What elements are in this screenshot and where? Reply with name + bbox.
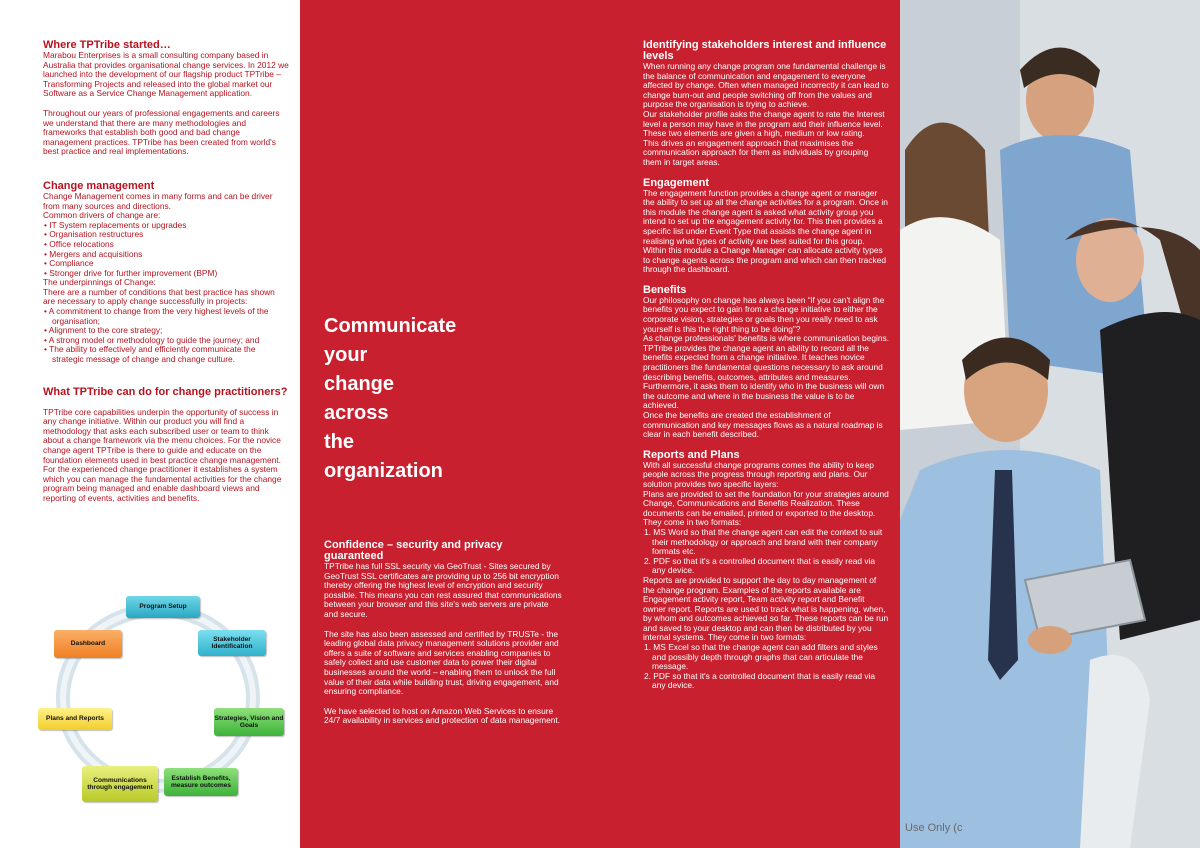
section-title: Benefits — [643, 283, 687, 296]
paragraph: Our philosophy on change has always been “if you can't align the benefits you expect to gain from a change initiative to either the corporate vision, strategies or goals then you really need to ask yourself is this the right thing to be doing”? — [643, 294, 885, 334]
paragraph: Reports are provided to support the day to day management of the change program. Examples of the reports available are Engagement activity report, Team activity report and Benefit owner report. Reports are used to track what is happening, when, by whom and outcomes achieved so far. These reports can be run and saved to your desktop and can then be distributed by you internal systems. They come in two formats: — [643, 574, 889, 643]
diagram-step-program-setup: Program Setup — [126, 596, 200, 618]
paragraph: Change Management comes in many forms and can be driver from many sources and directions. — [43, 190, 273, 211]
paragraph: Once the benefits are created the establishment of communication and key messages flows as a natural roadmap is clear in each benefit described. — [643, 410, 883, 440]
reports-formats-list — [643, 643, 889, 691]
left-panel — [0, 0, 300, 848]
section-title: Reports and Plans — [643, 448, 740, 461]
paragraph: With all successful change programs comes the ability to keep people across the progress through reporting and plans. Our solution provides two specific layers: — [643, 459, 874, 489]
paragraph: Common drivers of change are: — [43, 210, 161, 221]
headline-line: across — [324, 402, 389, 424]
list-item: 2. PDF so that it's a controlled document that is easily read via any device. — [644, 670, 876, 691]
list-item: 1. MS Word so that the change agent can edit the context to suit their methodology or approach and brand with their company formats etc. — [644, 526, 883, 557]
paragraph: This drives an engagement approach that maximises the communication approach for them as individuals by grouping them in target areas. — [643, 137, 869, 167]
headline-line: Communicate — [324, 315, 457, 337]
list-item: 1. MS Excel so that the change agent can add filters and styles and possibly depth through graphs that can articulate the message. — [644, 642, 878, 672]
plans-formats-list — [643, 528, 889, 576]
left-column — [43, 40, 289, 514]
list-item: • Organisation restructures — [43, 230, 289, 240]
headline-line: the — [324, 431, 354, 453]
section-title: Change management — [43, 179, 155, 192]
section-where-started — [43, 40, 289, 157]
list-item: • Compliance — [43, 259, 289, 269]
section-title: Identifying stakeholders interest and influence levels — [643, 39, 887, 62]
section-title: Where TPTribe started… — [43, 39, 171, 51]
paragraph: Marabou Enterprises is a small consulting company based in Australia that provides organisational change services. In 2012 we launched into the development of our flagship product TPTribe – Transforming Projects and released into the global market our Software as a Service Change Management application. — [43, 50, 289, 99]
paragraph: TPTribe core capabilities underpin the opportunity of success in any change initiative. Within our product you will find a methodology that asks each subscribed user or team to think about a change framework via the menu choices. For the novice change agent TPTribe is there to guide and educate on the foundation elements used in best practice change management. For the experienced change practitioner it establishes a system which you can manage the fundamental activities for the change program being managed and enable dashboard views and reporting of events, activities and benefits. — [43, 406, 282, 503]
photo-panel — [900, 0, 1200, 848]
drivers-list — [43, 221, 289, 279]
section-engagement — [643, 178, 889, 275]
diagram-step-dashboard: Dashboard — [54, 630, 122, 658]
headline-line: change — [324, 373, 395, 395]
people-photo — [900, 0, 1200, 848]
diagram-step-strategies: Strategies, Vision and Goals — [214, 708, 284, 736]
diagram-step-communications: Communications through engagement — [82, 766, 158, 802]
list-item: 2. PDF so that it's a controlled document that is easily read via any device. — [644, 555, 876, 576]
headline-line: organization — [324, 460, 443, 482]
confidence-column — [324, 540, 564, 726]
diagram-step-plans-reports: Plans and Reports — [38, 708, 112, 730]
list-item: • IT System replacements or upgrades — [43, 221, 289, 231]
paragraph: The site has also been assessed and certified by TRUSTe - the leading global data privacy management solutions provider and offers a suite of software and services enabling companies to safely collect and use customer data to power their digital businesses around the world – enabling them to unlock the full value of their data while building trust, driving engagement, and ensuring compliance. — [324, 628, 559, 697]
paragraph: The underpinnings of Change: — [43, 277, 156, 288]
section-change-management — [43, 181, 289, 365]
paragraph: Plans are provided to set the foundation for your strategies around Change, Communications and Benefits Realization. These documents can be emailed, printed or exported to the desktop. They come in two formats: — [643, 488, 889, 528]
conditions-list — [43, 307, 289, 365]
list-item: • Alignment to the core strategy; — [43, 326, 289, 336]
section-what-tptribe — [43, 387, 289, 504]
paragraph: We have selected to host on Amazon Web Services to ensure 24/7 availability in services and protection of data management. — [324, 705, 561, 726]
diagram-step-benefits: Establish Benefits, measure outcomes — [164, 768, 238, 796]
headline-line: your — [324, 344, 368, 366]
list-item: • Mergers and acquisitions — [43, 250, 289, 260]
diagram-step-stakeholder: Stakeholder Identification — [198, 630, 266, 656]
process-cycle-diagram — [30, 590, 284, 805]
list-item: • Stronger drive for further improvement (BPM) — [43, 269, 289, 279]
section-title: Engagement — [643, 176, 710, 189]
headline — [324, 312, 544, 486]
paragraph: As change professionals' benefits is where communication begins. TPTribe provides the change agent an ability to record all the benefits expected from a change initiative. It teaches novice practitioners the fundamental questions necessary to ask around describing benefits, outcomes, attributes and measures. Furthermore, it asks them to identify who in the business will own the outcome and where in the business the value is to be achieved. — [643, 333, 890, 411]
paragraph: TPTribe has full SSL security via GeoTrust - Sites secured by GeoTrust SSL certificates are providing up to 256 bit encryption thereby offering the highest level of encryption and security possible. This means you can rest assured that communications between your browser and this site's web servers are private and secure. — [324, 561, 562, 619]
paragraph: Our stakeholder profile asks the change agent to rate the Interest level a person may have in the program and their influence level. These two elements are given a high, medium or low rating. — [643, 108, 885, 139]
paragraph: There are a number of conditions that best practice has shown are necessary to apply change successfully in projects: — [43, 286, 275, 307]
paragraph: When running any change program one fundamental challenge is the balance of communication and engagement to everyone affected by change. Often when managed incorrectly it can lead to change burn-out and people switching off from the values and purpose the organisation is trying to achieve. — [643, 61, 889, 110]
section-title: Confidence – security and privacy guaranteed — [324, 539, 503, 562]
section-stakeholders — [643, 40, 889, 168]
section-benefits — [643, 285, 889, 440]
paragraph: Throughout our years of professional engagements and careers we understand that there are many methodologies and frameworks that establish both good and bad change management practices. TPTribe has been created from world's best practice and real implementations. — [43, 107, 280, 157]
list-item: • A strong model or methodology to guide the journey; and — [43, 336, 289, 346]
list-item: • The ability to effectively and efficiently communicate the strategic message of change and change culture. — [43, 345, 289, 364]
section-title: What TPTribe can do for change practitioners? — [43, 385, 288, 398]
list-item: • A commitment to change from the very highest levels of the organisation; — [43, 307, 289, 326]
list-item: • Office relocations — [43, 240, 289, 250]
section-reports-plans — [643, 450, 889, 691]
watermark-text: Use Only (c — [905, 822, 963, 834]
right-text-column — [643, 40, 889, 701]
paragraph: The engagement function provides a change agent or manager the ability to set up all the change activities for a program. Once in this module the change agent is asked what activity group you intend to set up the engagement activity for. This then provides a specific list under Event Type that assists the change agent in realising what types of activity are best suited for this group. Within this module a Change Manager can allocate activity types to change agents across the program and which can then tracked through the dashboard. — [643, 187, 888, 275]
